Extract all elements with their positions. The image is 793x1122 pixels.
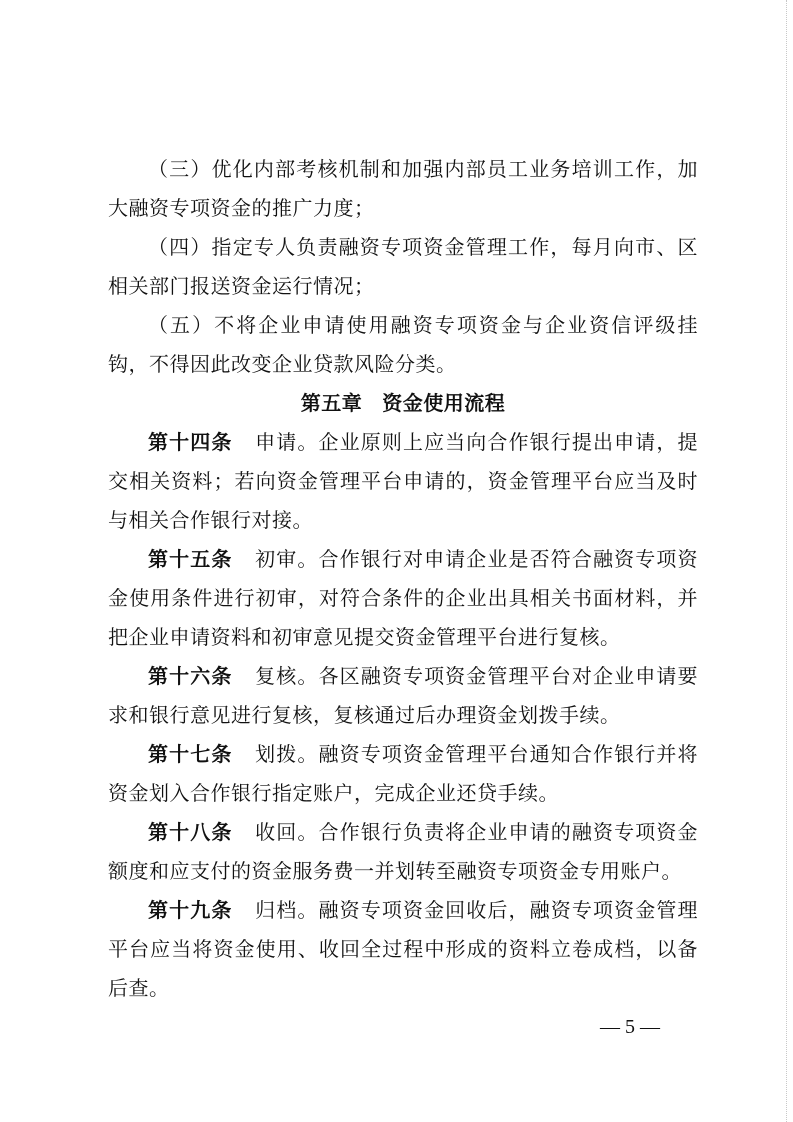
page-number: — 5 —: [600, 1016, 660, 1038]
chapter-number: 第五章: [300, 391, 363, 415]
article-15: [108, 540, 698, 657]
chapter-heading: [108, 384, 698, 423]
article-16: [108, 657, 698, 735]
document-body: [108, 150, 698, 1008]
article-label: 第十九条: [148, 898, 233, 922]
article-label: 第十六条: [148, 664, 233, 688]
article-text: 收回。合作银行负责将企业申请的融资专项资金额度和应支付的资金服务费一并划转至融资专项资金专用账户。: [108, 820, 699, 883]
list-item-3: （三）优化内部考核机制和加强内部员工业务培训工作，加大融资专项资金的推广力度；: [108, 157, 698, 220]
article-text: 申请。企业原则上应当向合作银行提出申请，提交相关资料；若向资金管理平台申请的，资金管理平台应当及时与相关合作银行对接。: [108, 430, 699, 532]
article-19: [108, 891, 698, 1008]
page-edge-line: [786, 0, 787, 1122]
article-label: 第十四条: [148, 430, 233, 454]
article-14: [108, 423, 698, 540]
article-label: 第十五条: [148, 547, 233, 571]
article-label: 第十八条: [148, 820, 233, 844]
chapter-title: 资金使用流程: [382, 391, 506, 415]
article-text: 复核。各区融资专项资金管理平台对企业申请要求和银行意见进行复核，复核通过后办理资金划拨手续。: [108, 664, 699, 727]
list-item-4: （四）指定专人负责融资专项资金管理工作，每月向市、区相关部门报送资金运行情况；: [108, 235, 698, 298]
article-text: 划拨。融资专项资金管理平台通知合作银行并将资金划入合作银行指定账户，完成企业还贷手续。: [108, 742, 699, 805]
list-item-5: （五）不将企业申请使用融资专项资金与企业资信评级挂钩，不得因此改变企业贷款风险分类。: [108, 313, 698, 376]
article-17: [108, 735, 698, 813]
article-18: [108, 813, 698, 891]
article-text: 归档。融资专项资金回收后，融资专项资金管理平台应当将资金使用、收回全过程中形成的资料立卷成档，以备后查。: [108, 898, 699, 1000]
article-label: 第十七条: [148, 742, 233, 766]
article-text: 初审。合作银行对申请企业是否符合融资专项资金使用条件进行初审，对符合条件的企业出具相关书面材料，并把企业申请资料和初审意见提交资金管理平台进行复核。: [108, 547, 699, 649]
